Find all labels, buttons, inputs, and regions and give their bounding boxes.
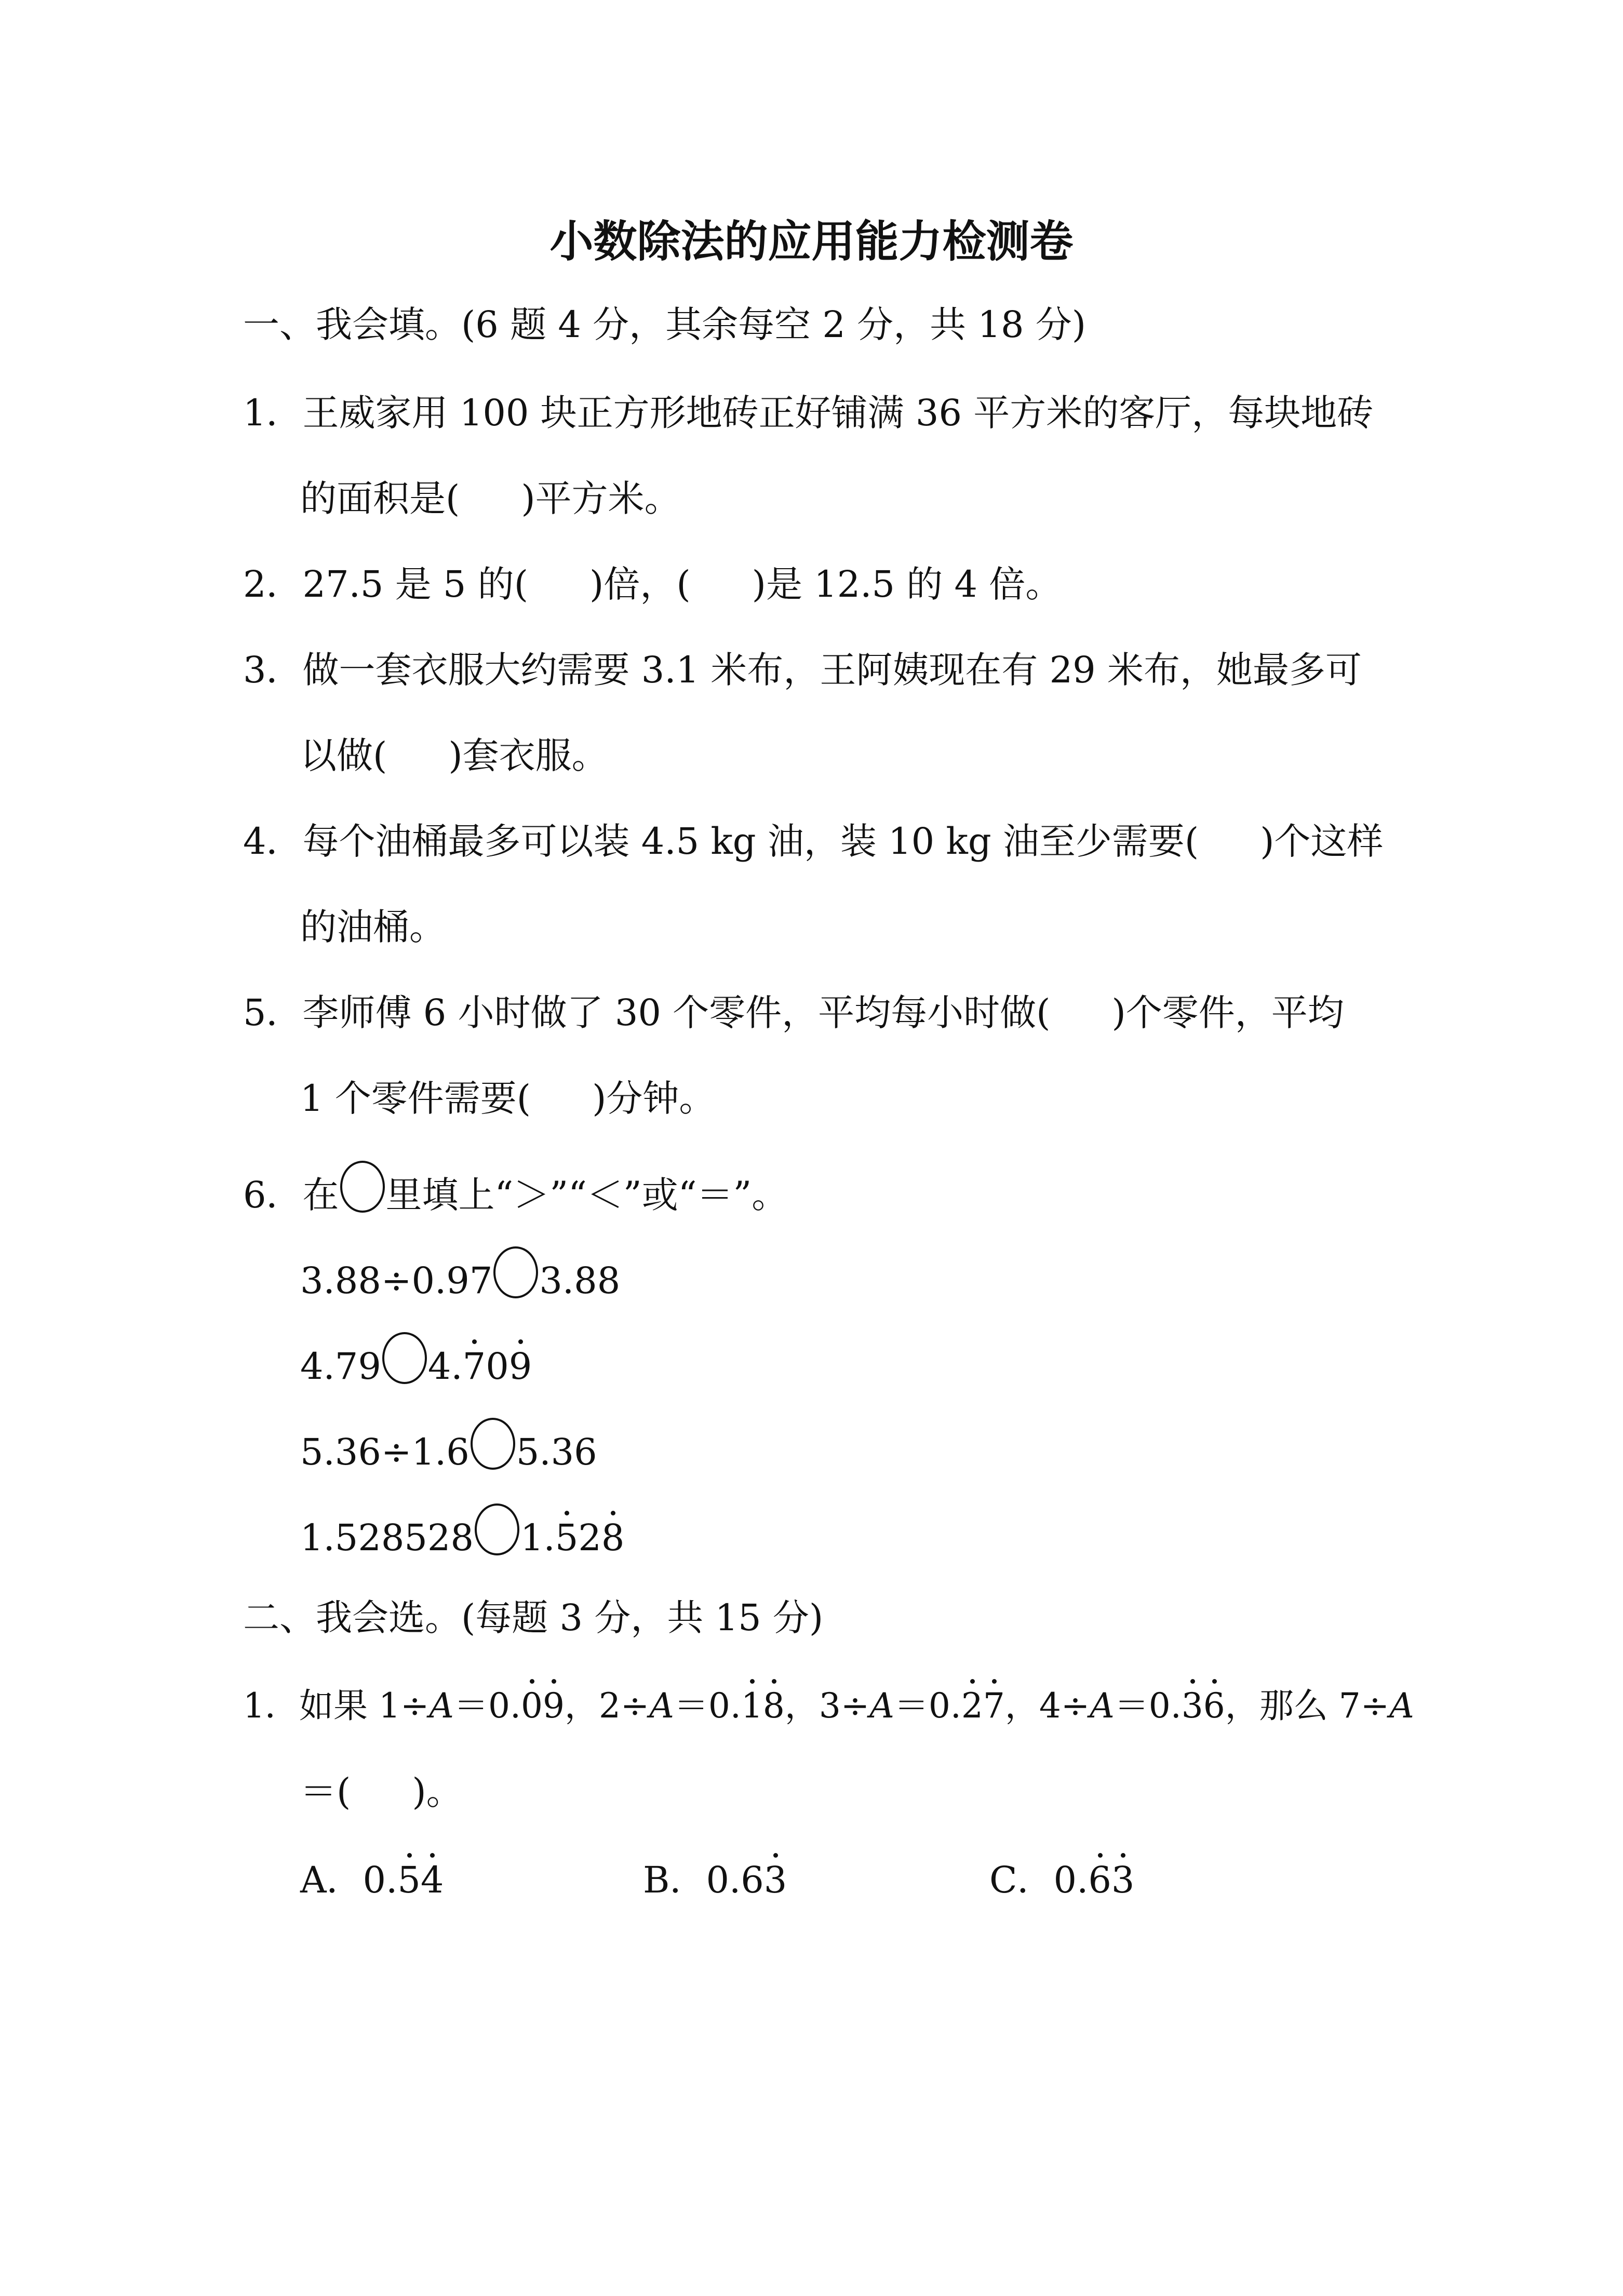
digit: 2 bbox=[578, 1516, 601, 1559]
question-number: 2． bbox=[243, 563, 303, 606]
option-label: C．0. bbox=[989, 1859, 1089, 1901]
question-1-line2 bbox=[300, 473, 681, 525]
variable: A bbox=[429, 1686, 454, 1726]
compare-left: 1.528528 bbox=[300, 1516, 474, 1559]
question-5-line2 bbox=[300, 1072, 715, 1124]
question-number: 3． bbox=[243, 649, 303, 691]
question-text: )个零件，平均 bbox=[1111, 991, 1344, 1034]
choice-question-1-line1 bbox=[243, 1680, 1414, 1732]
repeating-digit: 9 bbox=[543, 1680, 565, 1732]
repeating-digit: 7 bbox=[983, 1680, 1005, 1732]
compare-circle[interactable] bbox=[475, 1503, 519, 1555]
question-text: )平方米。 bbox=[521, 477, 681, 520]
compare-row-4 bbox=[300, 1503, 625, 1559]
circle-icon bbox=[340, 1161, 385, 1213]
compare-row-2 bbox=[300, 1332, 532, 1388]
question-4-line1 bbox=[243, 815, 1384, 867]
separator: ， bbox=[564, 1686, 599, 1726]
compare-left: 3.88÷0.97 bbox=[300, 1259, 493, 1302]
question-text: ，那么 7÷ bbox=[1225, 1686, 1390, 1726]
question-text: ＝( bbox=[300, 1770, 351, 1813]
question-text: 王威家用 100 块正方形地砖正好铺满 36 平方米的客厅，每块地砖 bbox=[302, 392, 1374, 434]
repeating-digit: 3 bbox=[1111, 1854, 1135, 1906]
question-text: 里填上“＞”“＜”或“＝”。 bbox=[385, 1174, 788, 1216]
compare-circle[interactable] bbox=[471, 1418, 515, 1470]
compare-row-3 bbox=[300, 1418, 597, 1473]
repeating-digit: 5 bbox=[397, 1854, 421, 1906]
repeating-digit: 9 bbox=[509, 1340, 532, 1392]
question-number: 1． bbox=[243, 392, 303, 434]
question-text: ＝0. bbox=[894, 1686, 961, 1726]
repeating-digit: 7 bbox=[463, 1340, 486, 1392]
question-text: )。 bbox=[412, 1770, 463, 1813]
question-text: 做一套衣服大约需要 3.1 米布，王阿姨现在有 29 米布，她最多可 bbox=[302, 649, 1362, 691]
option-a[interactable] bbox=[300, 1854, 444, 1906]
question-text: )分钟。 bbox=[592, 1077, 716, 1120]
question-text: ＝0. bbox=[453, 1686, 521, 1726]
repeating-digit: 6 bbox=[1088, 1854, 1111, 1906]
compare-right bbox=[428, 1345, 532, 1388]
compare-circle[interactable] bbox=[493, 1246, 538, 1298]
variable: A bbox=[1389, 1686, 1414, 1726]
digit: 0 bbox=[486, 1345, 509, 1388]
question-text: ＝0. bbox=[1114, 1686, 1182, 1726]
question-text: 如果 1÷ bbox=[299, 1686, 430, 1726]
question-3-line1 bbox=[243, 644, 1362, 696]
variable: A bbox=[869, 1686, 894, 1726]
repeating-digit: 3 bbox=[764, 1854, 787, 1906]
separator: ， bbox=[784, 1686, 819, 1726]
question-text: )倍，( bbox=[589, 563, 691, 606]
compare-left: 4.79 bbox=[300, 1345, 381, 1388]
option-label: A．0. bbox=[300, 1859, 398, 1901]
repeating-digit: 1 bbox=[741, 1680, 763, 1732]
repeating-digit: 2 bbox=[961, 1680, 983, 1732]
question-text: )是 12.5 的 4 倍。 bbox=[752, 563, 1062, 606]
repeating-digit: 6 bbox=[1203, 1680, 1225, 1732]
question-3-line2 bbox=[300, 730, 608, 782]
question-text: 2÷ bbox=[598, 1686, 650, 1726]
question-text: 的面积是( bbox=[300, 477, 460, 520]
question-number: 4． bbox=[243, 820, 303, 863]
question-number: 6． bbox=[243, 1174, 303, 1216]
choice-question-1-line2 bbox=[300, 1766, 463, 1818]
question-number: 5． bbox=[243, 991, 303, 1034]
question-5-line1 bbox=[243, 987, 1344, 1039]
repeating-digit: 0 bbox=[521, 1680, 543, 1732]
section1-heading: 一、我会填。(6 题 4 分，其余每空 2 分，共 18 分) bbox=[243, 303, 1087, 346]
question-text: 李师傅 6 小时做了 30 个零件，平均每小时做( bbox=[302, 991, 1051, 1034]
option-c[interactable] bbox=[989, 1854, 1134, 1906]
question-4-line2: 的油桶。 bbox=[300, 906, 446, 948]
compare-row-1 bbox=[300, 1246, 621, 1302]
repeating-digit: 5 bbox=[555, 1512, 579, 1564]
option-label: B．0.6 bbox=[643, 1859, 764, 1901]
question-text: 1 个零件需要( bbox=[300, 1077, 531, 1120]
question-text: 每个油桶最多可以装 4.5 kg 油，装 10 kg 油至少需要( bbox=[302, 820, 1199, 863]
option-b[interactable] bbox=[643, 1854, 787, 1906]
question-text: 3÷ bbox=[819, 1686, 870, 1726]
question-number: 1． bbox=[243, 1686, 299, 1726]
question-text: ＝0. bbox=[674, 1686, 741, 1726]
question-text: 27.5 是 5 的( bbox=[302, 563, 529, 606]
digits: 1. bbox=[520, 1516, 555, 1559]
digits: 4. bbox=[427, 1345, 463, 1388]
question-2 bbox=[243, 558, 1062, 610]
variable: A bbox=[1090, 1686, 1115, 1726]
variable: A bbox=[649, 1686, 674, 1726]
repeating-digit: 8 bbox=[601, 1512, 625, 1564]
question-text: 在 bbox=[302, 1174, 339, 1216]
compare-right: 5.36 bbox=[516, 1431, 597, 1473]
question-text: )个这样 bbox=[1260, 820, 1384, 863]
compare-right: 3.88 bbox=[539, 1259, 621, 1302]
page-title: 小数除法的应用能力检测卷 bbox=[549, 216, 1074, 267]
repeating-digit: 4 bbox=[421, 1854, 444, 1906]
compare-circle[interactable] bbox=[382, 1332, 427, 1384]
question-text: )套衣服。 bbox=[448, 734, 608, 777]
repeating-digit: 8 bbox=[763, 1680, 785, 1732]
compare-right bbox=[520, 1516, 624, 1559]
question-text: 以做( bbox=[300, 734, 387, 777]
question-1-line1 bbox=[243, 387, 1373, 439]
repeating-digit: 3 bbox=[1182, 1680, 1203, 1732]
question-text: 4÷ bbox=[1039, 1686, 1090, 1726]
compare-left: 5.36÷1.6 bbox=[300, 1431, 470, 1473]
section2-heading: 二、我会选。(每题 3 分，共 15 分) bbox=[243, 1596, 824, 1639]
separator: ， bbox=[1004, 1686, 1039, 1726]
question-6-intro bbox=[243, 1161, 788, 1216]
